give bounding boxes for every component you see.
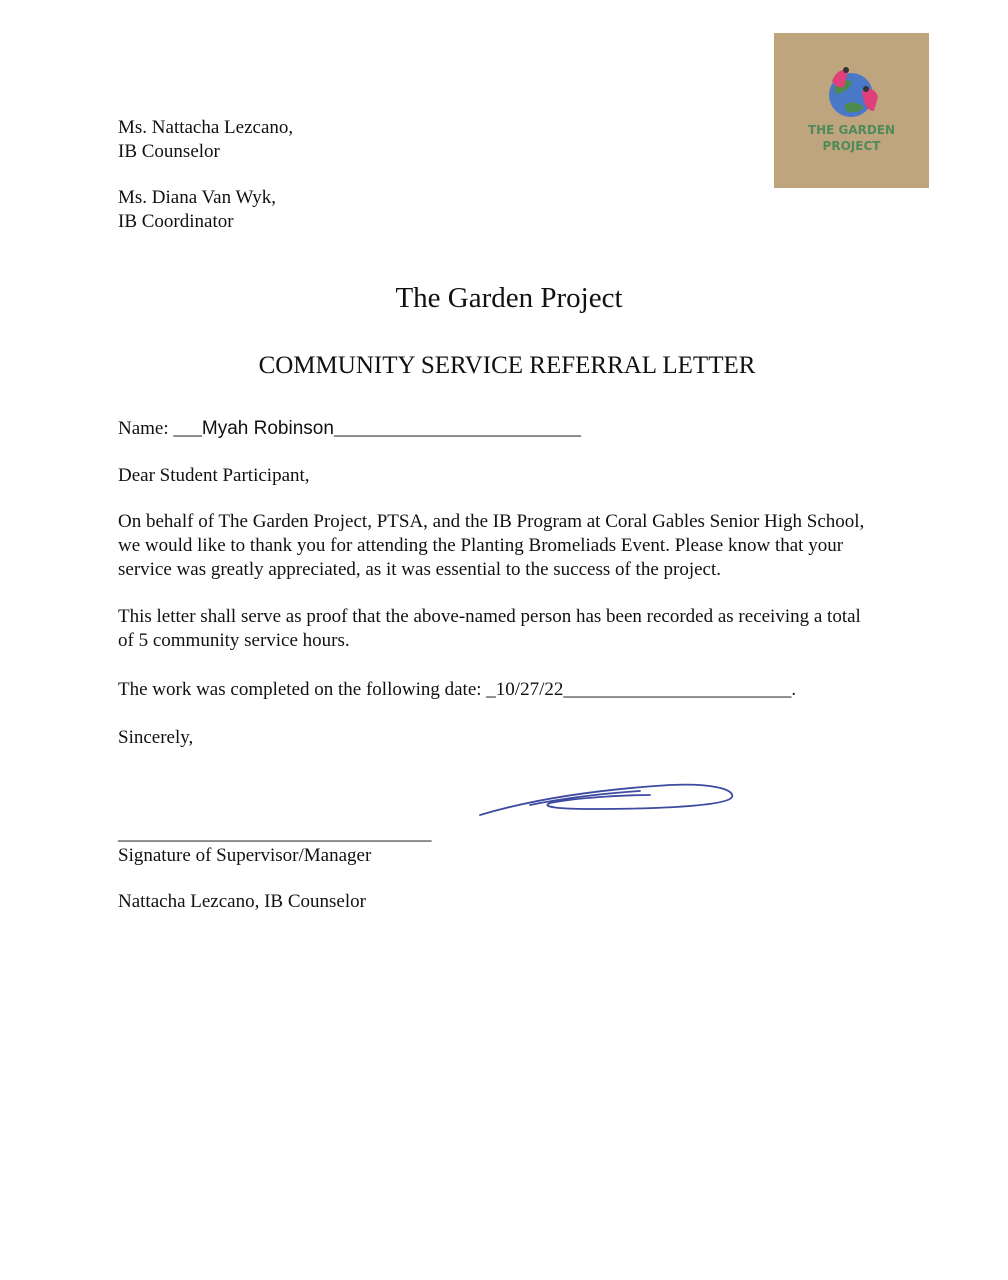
name-prefix: ___ (173, 418, 202, 439)
name-label: Name: (118, 418, 169, 439)
date-suffix: ________________________. (563, 679, 797, 700)
garden-project-logo (774, 33, 929, 188)
recipient-2-name: Ms. Diana Van Wyk, (118, 187, 277, 208)
paragraph-thanks: On behalf of The Garden Project, PTSA, and the IB Program at Coral Gables Senior High School, we would like to thank you for attending the Planting Bromeliads Event. Please know that your service was greatly appreciated, as it was essential to the success of the project. (118, 511, 865, 580)
recipient-1-name: Ms. Nattacha Lezcano, (118, 117, 294, 138)
signature-line: _________________________________ (118, 823, 432, 844)
name-field (118, 417, 581, 441)
paragraph-proof: This letter shall serve as proof that the above-named person has been recorded as receiving a total of 5 community service hours. (118, 606, 861, 651)
globe-gardeners-icon (774, 33, 929, 133)
salutation: Dear Student Participant, (118, 465, 310, 486)
signature-label: Signature of Supervisor/Manager (118, 845, 372, 866)
logo-text-line2: PROJECT (822, 139, 881, 153)
closing: Sincerely, (118, 727, 194, 748)
signer-name: Nattacha Lezcano, IB Counselor (118, 891, 366, 912)
recipient-2-title: IB Coordinator (118, 211, 234, 232)
org-title: The Garden Project (395, 282, 623, 314)
date-label: The work was completed on the following date: (118, 679, 482, 700)
recipient-1-title: IB Counselor (118, 141, 220, 162)
handwritten-signature (470, 775, 750, 825)
date-field (118, 678, 796, 702)
letter-title: COMMUNITY SERVICE REFERRAL LETTER (258, 352, 756, 379)
date-value: _10/27/22 (486, 679, 564, 700)
name-suffix: __________________________ (333, 418, 581, 439)
name-value: Myah Robinson (201, 418, 334, 439)
logo-text-line1: THE GARDEN (807, 123, 896, 137)
